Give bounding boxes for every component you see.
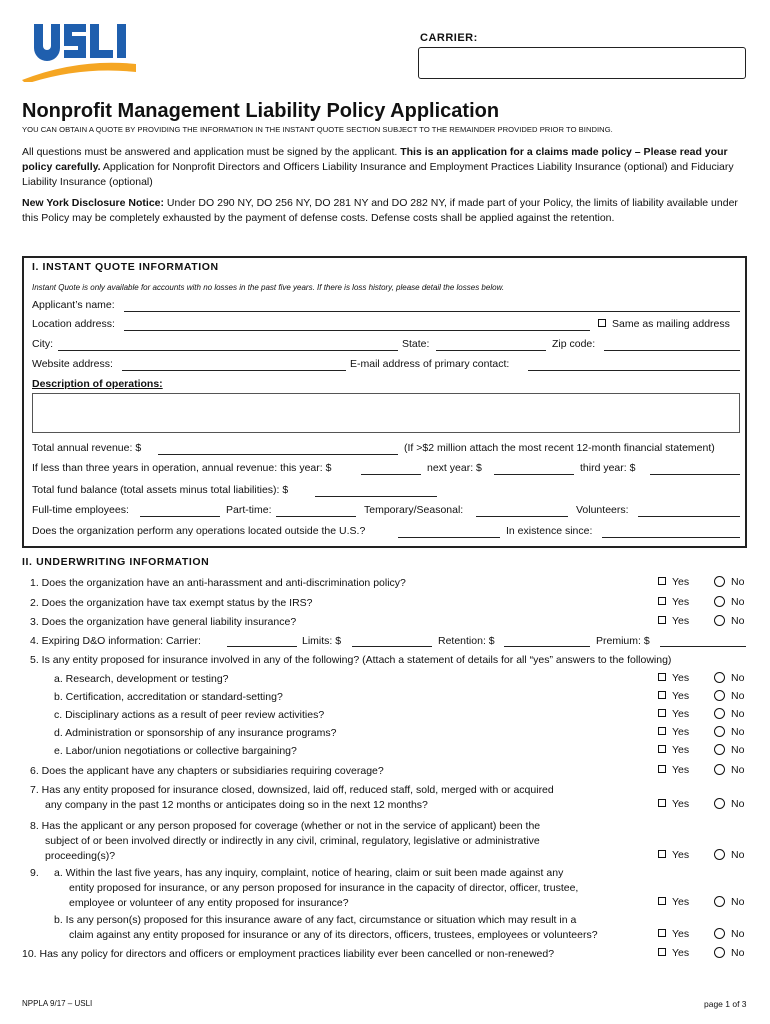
q1-no-checkbox[interactable] (714, 576, 725, 587)
expiring-carrier-field[interactable] (227, 646, 297, 647)
temporary-field[interactable] (476, 516, 568, 517)
outside-us-label: Does the organization perform any operations located outside the U.S.? (32, 525, 366, 537)
q5a-yes-checkbox[interactable] (658, 673, 666, 681)
outside-us-field[interactable] (398, 537, 500, 538)
question-5b: b. Certification, accreditation or standard-setting? (54, 691, 283, 703)
q3-yes[interactable] (658, 615, 689, 627)
q5a-no[interactable] (714, 672, 744, 684)
city-label: City: (32, 338, 53, 350)
q1-yes[interactable] (658, 576, 689, 588)
q5d-yes-checkbox[interactable] (658, 727, 666, 735)
volunteers-field[interactable] (638, 516, 740, 517)
question-8-line3: proceeding(s)? (45, 850, 116, 862)
fund-balance-field[interactable] (315, 496, 437, 497)
expiring-limits-field[interactable] (352, 646, 432, 647)
q9b-no-checkbox[interactable] (714, 928, 725, 939)
same-as-mailing-option[interactable] (598, 318, 730, 330)
volunteers-label: Volunteers: (576, 504, 629, 516)
email-label: E-mail address of primary contact: (350, 358, 510, 370)
q2-yes[interactable] (658, 596, 689, 608)
same-as-mailing-label: Same as mailing address (612, 318, 730, 330)
yes-label: Yes (672, 690, 690, 702)
page-title: Nonprofit Management Liability Policy Application (22, 100, 500, 122)
yes-label: Yes (672, 672, 690, 684)
this-year-label: If less than three years in operation, annual revenue: this year: $ (32, 462, 332, 474)
q5d-no[interactable] (714, 726, 744, 738)
q5b-yes[interactable] (658, 690, 689, 702)
q6-yes-checkbox[interactable] (658, 765, 666, 773)
intro-emphasis: This is an application for a claims made policy – Please read your policy carefully. (22, 146, 728, 173)
question-8-line2: subject of or been involved directly or indirectly in any civil, criminal, regulatory, legislative or administrative (45, 835, 540, 847)
yes-label: Yes (672, 896, 690, 908)
yes-label: Yes (672, 798, 690, 810)
yes-label: Yes (672, 576, 690, 588)
question-4-retention: Retention: $ (438, 635, 495, 647)
yes-label: Yes (672, 726, 690, 738)
q5e-no[interactable] (714, 744, 744, 756)
question-9b-line2: claim against any entity proposed for insurance or any of its directors, officers, trustees, employees or volunteers? (69, 929, 598, 941)
question-4-premium: Premium: $ (596, 635, 650, 647)
location-address-label: Location address: (32, 318, 115, 330)
temporary-label: Temporary/Seasonal: (364, 504, 464, 516)
part-time-label: Part-time: (226, 504, 272, 516)
q5c-no-checkbox[interactable] (714, 708, 725, 719)
carrier-label: CARRIER: (420, 32, 478, 44)
q3-no-checkbox[interactable] (714, 615, 725, 626)
question-6: 6. Does the applicant have any chapters or subsidiaries requiring coverage? (30, 765, 384, 777)
full-time-label: Full-time employees: (32, 504, 129, 516)
question-5c: c. Disciplinary actions as a result of peer review activities? (54, 709, 325, 721)
ny-disclosure-label: New York Disclosure Notice: (22, 197, 164, 209)
description-label: Description of operations: (32, 378, 163, 390)
no-label: No (731, 849, 745, 861)
zip-field[interactable] (604, 350, 740, 351)
question-9b-line1: b. Is any person(s) proposed for this insurance aware of any fact, circumstance or situation which may result in a (54, 914, 577, 926)
no-label: No (731, 798, 745, 810)
no-label: No (731, 744, 745, 756)
q10-no[interactable] (714, 947, 744, 959)
form-code: NPPLA 9/17 – USLI (22, 999, 93, 1008)
no-label: No (731, 615, 745, 627)
fund-balance-label: Total fund balance (total assets minus total liabilities): $ (32, 484, 289, 496)
zip-label: Zip code: (552, 338, 596, 350)
intro-text-2: Application for Nonprofit Directors and Officers Liability Insurance and Employment Practices Liability Insurance (optional) and Fiduciary Liability Insurance (optional) (22, 161, 734, 188)
question-1: 1. Does the organization have an anti-harassment and anti-discrimination policy? (30, 577, 406, 589)
question-5e: e. Labor/union negotiations or collective bargaining? (54, 745, 297, 757)
section-1-title: I. INSTANT QUOTE INFORMATION (32, 261, 219, 273)
website-field[interactable] (122, 370, 346, 371)
question-4-limits: Limits: $ (302, 635, 342, 647)
q8-yes-checkbox[interactable] (658, 850, 666, 858)
q5c-yes-checkbox[interactable] (658, 709, 666, 717)
revenue-label: Total annual revenue: $ (32, 442, 142, 454)
q3-yes-checkbox[interactable] (658, 616, 666, 624)
q7-no[interactable] (714, 798, 744, 810)
next-year-field[interactable] (494, 474, 574, 475)
yes-label: Yes (672, 615, 690, 627)
q9b-yes[interactable] (658, 928, 689, 940)
q9b-yes-checkbox[interactable] (658, 929, 666, 937)
q5c-yes[interactable] (658, 708, 689, 720)
q10-yes-checkbox[interactable] (658, 948, 666, 956)
q1-yes-checkbox[interactable] (658, 577, 666, 585)
q5d-no-checkbox[interactable] (714, 726, 725, 737)
state-label: State: (402, 338, 430, 350)
q10-yes[interactable] (658, 947, 689, 959)
question-7-line2: any company in the past 12 months or anticipates doing so in the next 12 months? (45, 799, 428, 811)
question-10: 10. Has any policy for directors and officers or employment practices liability ever been cancelled or non-renewed? (22, 948, 555, 960)
page-subtitle: YOU CAN OBTAIN A QUOTE BY PROVIDING THE INFORMATION IN THE INSTANT QUOTE SECTION SUBJECT TO THE REMAINDER PROVIDED PRIOR TO BINDING. (22, 125, 613, 134)
q5b-yes-checkbox[interactable] (658, 691, 666, 699)
q7-no-checkbox[interactable] (714, 798, 725, 809)
q9a-no-checkbox[interactable] (714, 896, 725, 907)
q5d-yes[interactable] (658, 726, 689, 738)
no-label: No (731, 672, 745, 684)
applicant-name-field[interactable] (124, 311, 740, 312)
no-label: No (731, 576, 745, 588)
this-year-field[interactable] (361, 474, 421, 475)
revenue-field[interactable] (158, 454, 398, 455)
q5c-no[interactable] (714, 708, 744, 720)
q1-no[interactable] (714, 576, 744, 588)
page-number: page 1 of 3 (704, 999, 747, 1009)
no-label: No (731, 764, 745, 776)
question-9a-line2: entity proposed for insurance, or any person proposed for insurance in the capacity of director, officer, trustee, (69, 882, 579, 894)
instant-quote-note: Instant Quote is only available for accounts with no losses in the past five years. If there is loss history, please detail the losses below. (32, 283, 505, 292)
ny-disclosure-text: Under DO 290 NY, DO 256 NY, DO 281 NY and DO 282 NY, if made part of your Policy, the limits of liability available under this Policy may be completely exhausted by the payment of defense costs. Defense costs shall be applied against the retention. (22, 197, 738, 224)
question-9-number: 9. (30, 867, 39, 879)
q6-no[interactable] (714, 764, 744, 776)
q5a-no-checkbox[interactable] (714, 672, 725, 683)
question-4-carrier: 4. Expiring D&O information: Carrier: (30, 635, 201, 647)
yes-label: Yes (672, 744, 690, 756)
q8-no[interactable] (714, 849, 744, 861)
question-2: 2. Does the organization have tax exempt status by the IRS? (30, 597, 313, 609)
expiring-premium-field[interactable] (660, 646, 746, 647)
q7-yes-checkbox[interactable] (658, 799, 666, 807)
no-label: No (731, 596, 745, 608)
section-2-title: II. UNDERWRITING INFORMATION (22, 556, 210, 568)
no-label: No (731, 896, 745, 908)
q8-no-checkbox[interactable] (714, 849, 725, 860)
no-label: No (731, 726, 745, 738)
applicant-name-label: Applicant’s name: (32, 299, 115, 311)
location-address-field[interactable] (124, 330, 590, 331)
city-field[interactable] (58, 350, 398, 351)
q5e-yes-checkbox[interactable] (658, 745, 666, 753)
yes-label: Yes (672, 928, 690, 940)
third-year-field[interactable] (650, 474, 740, 475)
usli-logo (18, 20, 143, 82)
q9a-no[interactable] (714, 896, 744, 908)
q10-no-checkbox[interactable] (714, 947, 725, 958)
website-label: Website address: (32, 358, 113, 370)
in-existence-label: In existence since: (506, 525, 593, 537)
q2-yes-checkbox[interactable] (658, 597, 666, 605)
ny-disclosure (22, 196, 752, 226)
q9b-no[interactable] (714, 928, 744, 940)
description-field[interactable] (32, 393, 740, 433)
question-8-line1: 8. Has the applicant or any person proposed for coverage (whether or not in the service of applicant) been the (30, 820, 541, 832)
q2-no-checkbox[interactable] (714, 596, 725, 607)
yes-label: Yes (672, 708, 690, 720)
q5b-no-checkbox[interactable] (714, 690, 725, 701)
yes-label: Yes (672, 596, 690, 608)
next-year-label: next year: $ (427, 462, 482, 474)
q2-no[interactable] (714, 596, 744, 608)
yes-label: Yes (672, 764, 690, 776)
no-label: No (731, 708, 745, 720)
no-label: No (731, 690, 745, 702)
q9a-yes-checkbox[interactable] (658, 897, 666, 905)
same-as-mailing-checkbox[interactable] (598, 319, 606, 327)
q5a-yes[interactable] (658, 672, 689, 684)
q8-yes[interactable] (658, 849, 689, 861)
question-9a-line3: employee or volunteer of any entity proposed for insurance? (69, 897, 349, 909)
intro-paragraph (22, 145, 752, 190)
state-field[interactable] (436, 350, 546, 351)
question-7-line1: 7. Has any entity proposed for insurance closed, downsized, laid off, reduced staff, sold, merged with or acquired (30, 784, 554, 796)
revenue-note: (If >$2 million attach the most recent 12-month financial statement) (404, 442, 715, 454)
q5e-no-checkbox[interactable] (714, 744, 725, 755)
yes-label: Yes (672, 849, 690, 861)
q5e-yes[interactable] (658, 744, 689, 756)
q6-yes[interactable] (658, 764, 689, 776)
question-5a: a. Research, development or testing? (54, 673, 229, 685)
question-3: 3. Does the organization have general liability insurance? (30, 616, 297, 628)
expiring-retention-field[interactable] (504, 646, 590, 647)
q6-no-checkbox[interactable] (714, 764, 725, 775)
question-9a-line1: a. Within the last five years, has any inquiry, complaint, notice of hearing, claim or suit been made against any (54, 867, 564, 879)
email-field[interactable] (528, 370, 740, 371)
no-label: No (731, 947, 745, 959)
no-label: No (731, 928, 745, 940)
full-time-field[interactable] (140, 516, 220, 517)
yes-label: Yes (672, 947, 690, 959)
q9a-yes[interactable] (658, 896, 689, 908)
third-year-label: third year: $ (580, 462, 636, 474)
part-time-field[interactable] (276, 516, 356, 517)
question-5d: d. Administration or sponsorship of any insurance programs? (54, 727, 337, 739)
intro-text: All questions must be answered and application must be signed by the applicant. (22, 146, 401, 158)
q5b-no[interactable] (714, 690, 744, 702)
carrier-field[interactable] (418, 47, 746, 79)
question-5: 5. Is any entity proposed for insurance involved in any of the following? (Attach a statement of details for all “yes” answers to the following) (30, 654, 672, 666)
in-existence-field[interactable] (602, 537, 740, 538)
q7-yes[interactable] (658, 798, 689, 810)
q3-no[interactable] (714, 615, 744, 627)
